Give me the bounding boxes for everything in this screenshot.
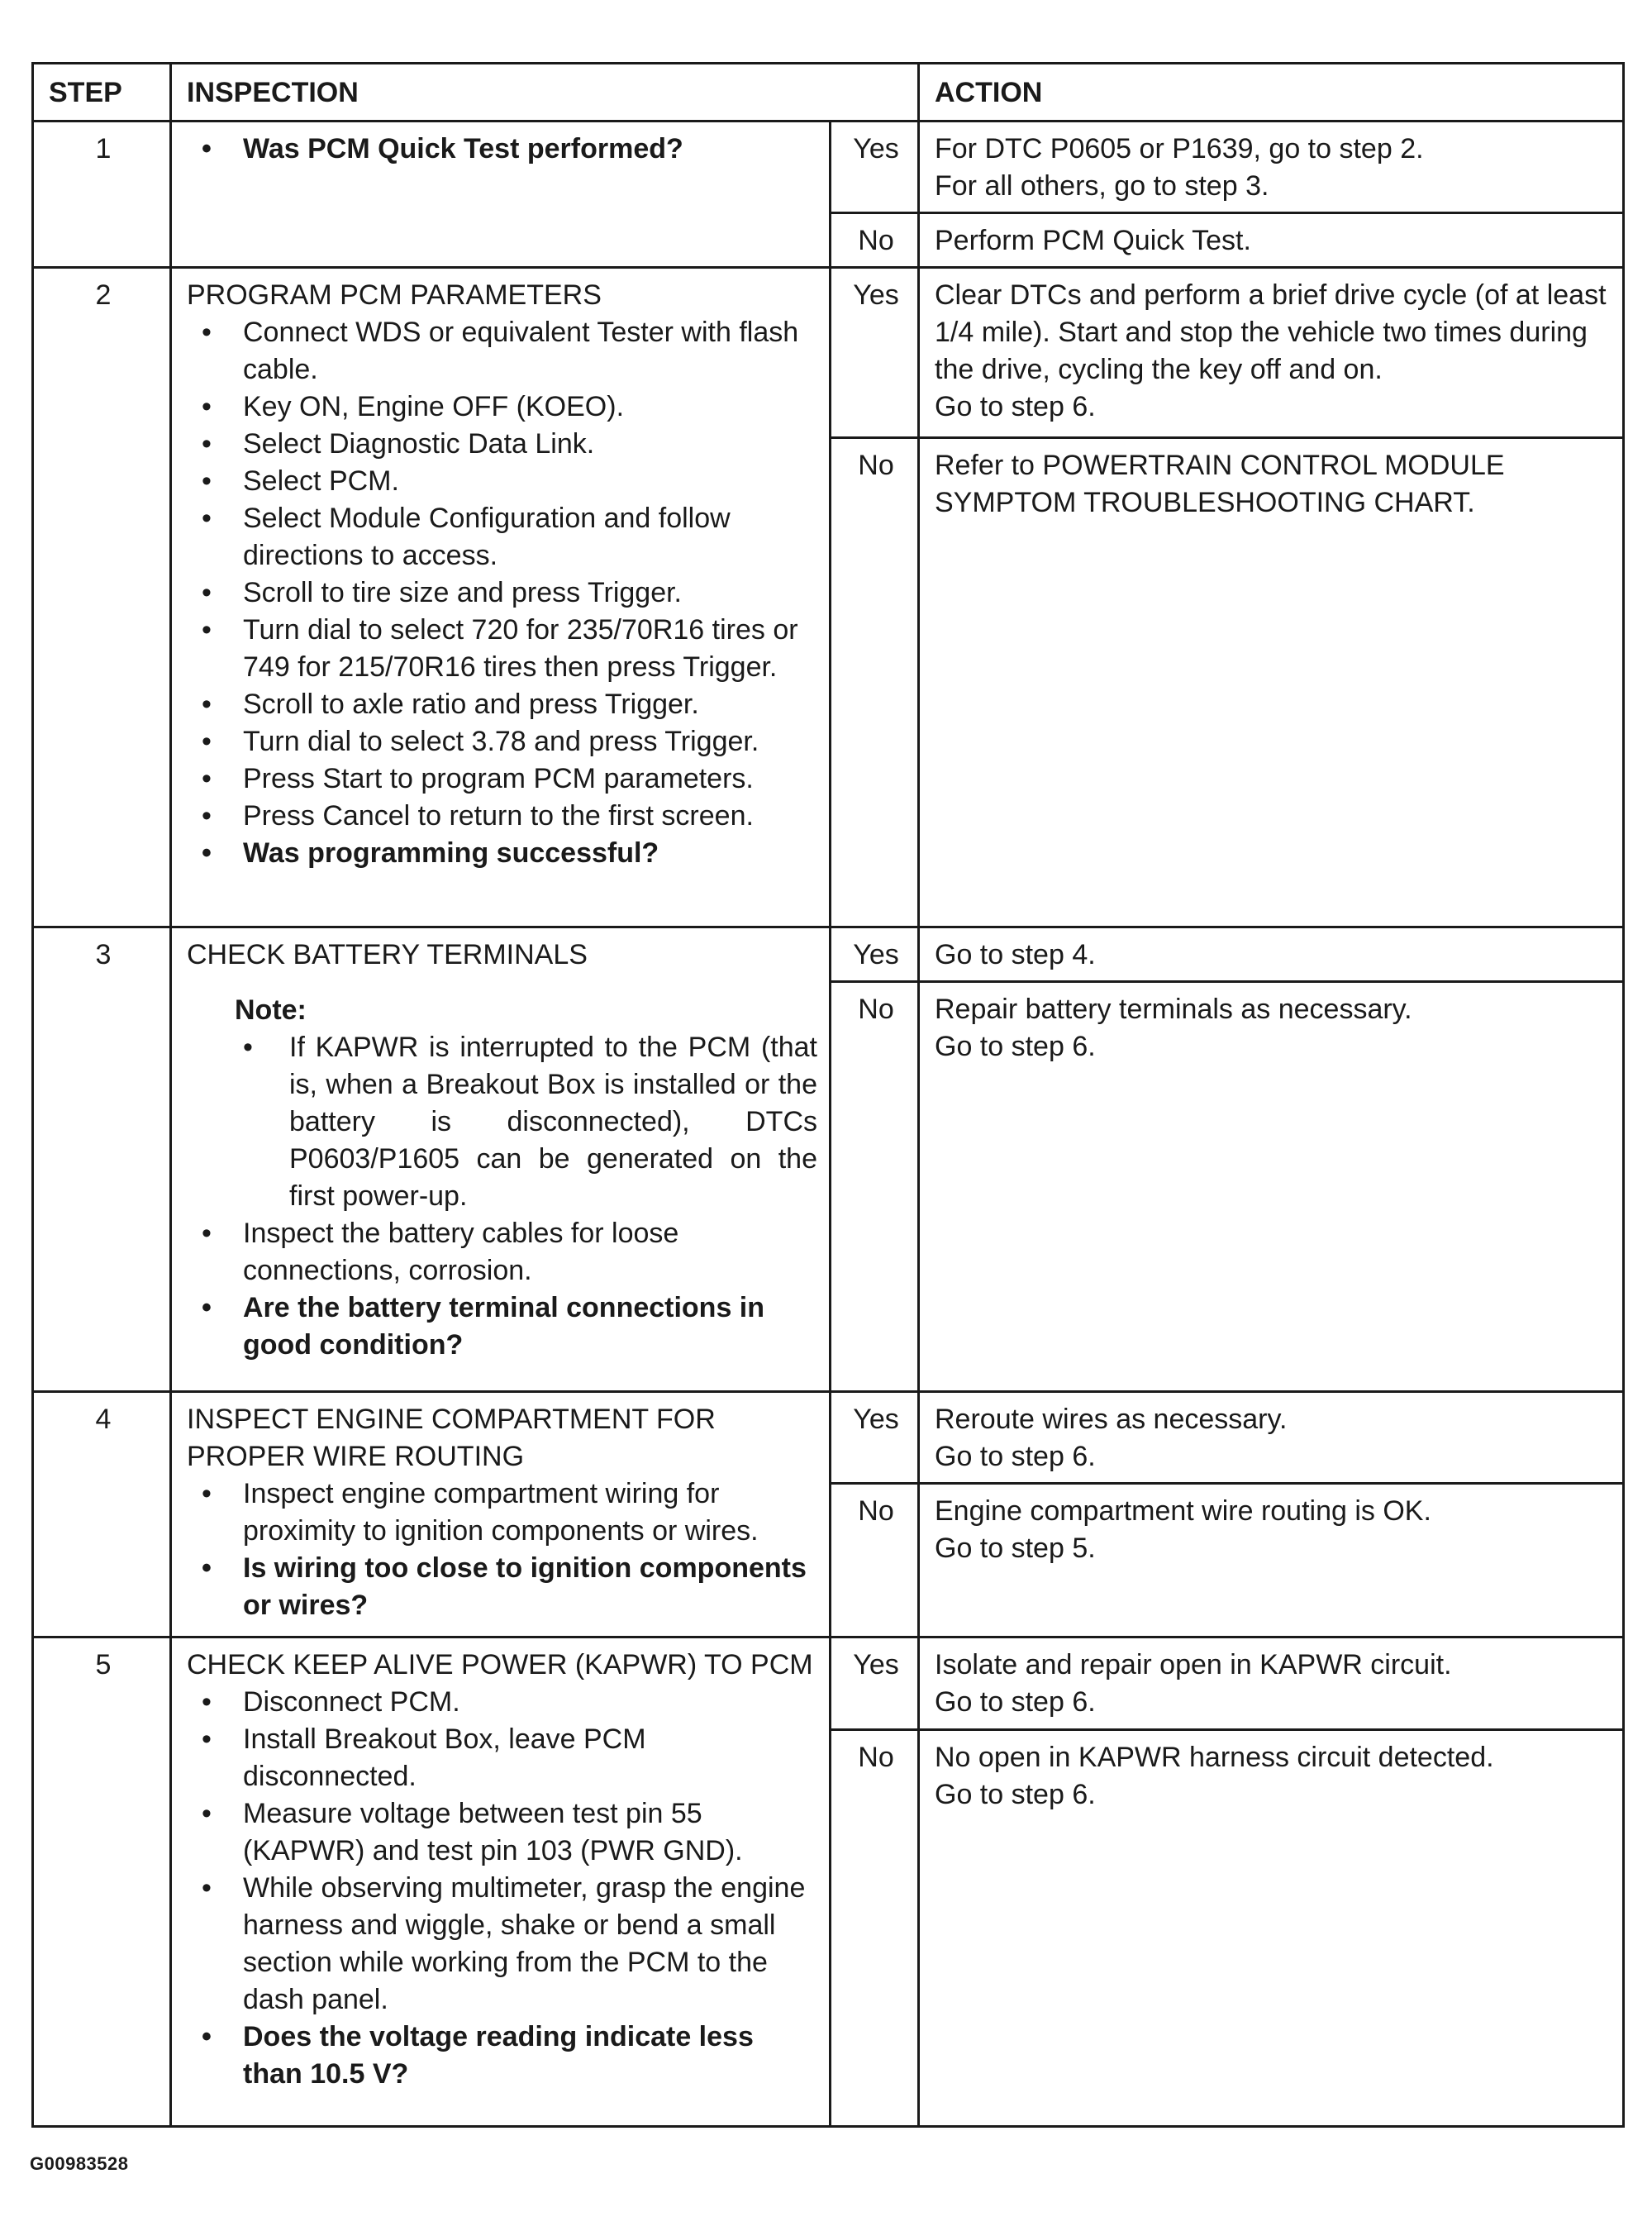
step-number: 4 xyxy=(33,1392,171,1637)
inspection-title: CHECK KEEP ALIVE POWER (KAPWR) TO PCM xyxy=(187,1649,813,1680)
action-line: Repair battery terminals as necessary. xyxy=(935,994,1412,1025)
yes-label: Yes xyxy=(831,1637,919,1730)
yes-label: Yes xyxy=(831,268,919,438)
action-line: Refer to POWERTRAIN CONTROL MODULE SYMPTOM TROUBLESHOOTING CHART. xyxy=(935,450,1505,518)
inspection-question: • Does the voltage reading indicate less than 10.5 V? xyxy=(187,2019,817,2093)
step-row-4-yes xyxy=(33,1392,1624,1484)
yes-action xyxy=(919,927,1624,982)
inspection-bullet: • Key ON, Engine OFF (KOEO). xyxy=(187,389,817,426)
action-line: Go to step 5. xyxy=(935,1533,1096,1564)
step-number: 5 xyxy=(33,1637,171,2127)
inspection-bullet: • Inspect engine compartment wiring for proximity to ignition components or wires. xyxy=(187,1475,817,1550)
inspection-bullet: • Connect WDS or equivalent Tester with flash cable. xyxy=(187,314,817,389)
inspection-cell xyxy=(171,1392,831,1637)
action-line: Go to step 6. xyxy=(935,1779,1096,1810)
inspection-title: INSPECT ENGINE COMPARTMENT FOR PROPER WIRE ROUTING xyxy=(187,1404,716,1472)
no-label: No xyxy=(831,1730,919,2127)
action-line: For DTC P0605 or P1639, go to step 2. xyxy=(935,133,1424,164)
inspection-bullet: • Scroll to tire size and press Trigger. xyxy=(187,574,817,612)
inspection-bullet: • Disconnect PCM. xyxy=(187,1684,817,1721)
inspection-question: • Was programming successful? xyxy=(187,835,817,872)
action-line: Reroute wires as necessary. xyxy=(935,1404,1288,1435)
inspection-column-header: INSPECTION xyxy=(171,64,919,122)
yes-label: Yes xyxy=(831,1392,919,1484)
inspection-title: CHECK BATTERY TERMINALS xyxy=(187,939,588,970)
diagnostic-procedure-page xyxy=(31,62,1622,2128)
inspection-bullet: • Press Cancel to return to the first screen. xyxy=(187,798,817,835)
action-line: Go to step 4. xyxy=(935,939,1096,970)
inspection-bullet-list xyxy=(187,1684,817,2093)
inspection-bullet-list xyxy=(187,314,817,872)
yes-action xyxy=(919,1637,1624,1730)
action-line: Clear DTCs and perform a brief drive cycle (of at least 1/4 mile). Start and stop the vehicle two times during the drive, cycling the key off and on. xyxy=(935,279,1607,385)
no-label: No xyxy=(831,438,919,927)
action-line: Go to step 6. xyxy=(935,1031,1096,1062)
inspection-bullet-list xyxy=(187,1215,817,1364)
no-action xyxy=(919,1730,1624,2127)
yes-label: Yes xyxy=(831,927,919,982)
no-label: No xyxy=(831,1484,919,1637)
diagnostic-table xyxy=(31,62,1625,2128)
yes-label: Yes xyxy=(831,122,919,213)
yes-action xyxy=(919,122,1624,213)
inspection-bullet: • Press Start to program PCM parameters. xyxy=(187,760,817,798)
inspection-question: • Is wiring too close to ignition components or wires? xyxy=(187,1550,817,1624)
inspection-bullet: • Inspect the battery cables for loose connections, corrosion. xyxy=(187,1215,817,1289)
note-list xyxy=(235,1029,817,1215)
inspection-question: • Are the battery terminal connections in good condition? xyxy=(187,1289,817,1364)
inspection-bullet: • Select PCM. xyxy=(187,463,817,500)
no-action xyxy=(919,213,1624,268)
inspection-bullet-list xyxy=(187,1475,817,1624)
no-action xyxy=(919,1484,1624,1637)
step-number: 1 xyxy=(33,122,171,268)
inspection-title: PROGRAM PCM PARAMETERS xyxy=(187,279,602,311)
inspection-bullet: • Install Breakout Box, leave PCM disconnected. xyxy=(187,1721,817,1795)
step-number: 3 xyxy=(33,927,171,1392)
inspection-cell xyxy=(171,122,831,268)
inspection-bullet: • Turn dial to select 720 for 235/70R16 tires or 749 for 215/70R16 tires then press Trigger. xyxy=(187,612,817,686)
no-label: No xyxy=(831,213,919,268)
inspection-cell xyxy=(171,268,831,927)
action-column-header: ACTION xyxy=(919,64,1624,122)
action-line: Perform PCM Quick Test. xyxy=(935,225,1251,256)
action-line: Go to step 6. xyxy=(935,1441,1096,1472)
note-block xyxy=(235,992,817,1215)
inspection-cell xyxy=(171,927,831,1392)
no-action xyxy=(919,982,1624,1392)
step-column-header: STEP xyxy=(33,64,171,122)
table-body xyxy=(33,122,1624,2127)
action-line: Isolate and repair open in KAPWR circuit. xyxy=(935,1649,1452,1680)
yes-action xyxy=(919,1392,1624,1484)
action-line: No open in KAPWR harness circuit detected. xyxy=(935,1742,1494,1773)
action-line: Engine compartment wire routing is OK. xyxy=(935,1495,1431,1527)
inspection-bullet: • Scroll to axle ratio and press Trigger. xyxy=(187,686,817,723)
inspection-cell xyxy=(171,1637,831,2127)
step-row-3-yes xyxy=(33,927,1624,982)
inspection-question: • Was PCM Quick Test performed? xyxy=(187,131,817,168)
note-title: Note: xyxy=(235,994,307,1026)
step-row-5-yes xyxy=(33,1637,1624,1730)
yes-action xyxy=(919,268,1624,438)
step-row-1-yes xyxy=(33,122,1624,213)
action-line: For all others, go to step 3. xyxy=(935,170,1269,202)
inspection-bullet: • Turn dial to select 3.78 and press Trigger. xyxy=(187,723,817,760)
inspection-bullet: • While observing multimeter, grasp the engine harness and wiggle, shake or bend a small section while working from the PCM to the dash panel. xyxy=(187,1870,817,2019)
action-line: Go to step 6. xyxy=(935,1686,1096,1718)
header-row xyxy=(33,64,1624,122)
action-line: Go to step 6. xyxy=(935,391,1096,422)
step-row-2-yes xyxy=(33,268,1624,438)
inspection-bullet-list xyxy=(187,131,817,168)
note-text: • If KAPWR is interrupted to the PCM (that is, when a Breakout Box is installed or the battery is disconnected), DTCs P0603/P1605 can be generated on the first power-up. xyxy=(235,1029,817,1215)
inspection-bullet: • Measure voltage between test pin 55 (KAPWR) and test pin 103 (PWR GND). xyxy=(187,1795,817,1870)
step-number: 2 xyxy=(33,268,171,927)
no-action xyxy=(919,438,1624,927)
figure-code: G00983528 xyxy=(30,2153,129,2174)
no-label: No xyxy=(831,982,919,1392)
inspection-bullet: • Select Diagnostic Data Link. xyxy=(187,426,817,463)
inspection-bullet: • Select Module Configuration and follow directions to access. xyxy=(187,500,817,574)
